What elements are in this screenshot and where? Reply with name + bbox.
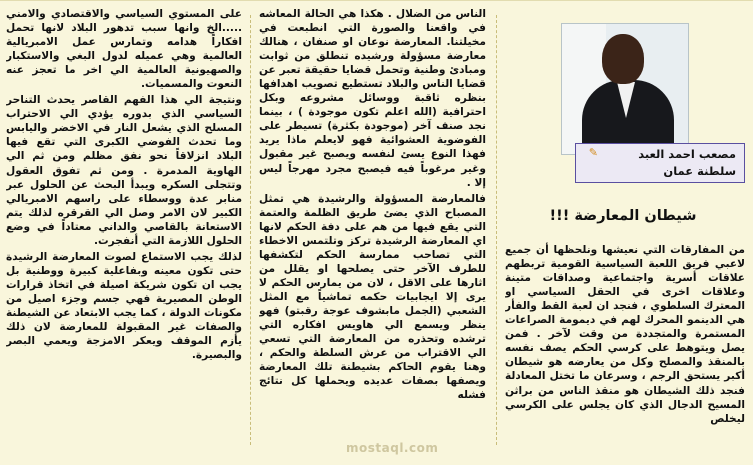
paragraph: ونتيجة الي هذا الفهم القاصر يحدث التناحر السياسي الذي بدوره يؤدي الي الاحتراب المسلح الذي يشعل النار في الاخضر واليابس وما تحدث الفوضي الكبرى التي تقع فيها البلاد انزلاقاً نحو نفق مظلم ومن ثم الي الهاوية المدمرة . ومن ثم تفوق العقول وتتجلى السكره ويبدأ البحث عن الحلول عبر منابر عدة ووسطاء على راسهم الامبريالي الكبير لان الامر وصل الي القرقره لذلك يتم الاستعانة بالقاصي والداني معتاداً في وضع الحلول اللازمة التي أنفجرت. xyxy=(6,94,242,247)
photo-head-shape xyxy=(602,34,644,84)
paragraph: على المستوي السياسي والاقتصادي والامني .....الخ وانها سبب تدهور البلاد لانها تحمل افكاراً هدامه وتمارس عمل الامبريالية العالمية وهي عميله لدول البغي والاستكبار والصهيونية العالمية الي اخر ما تعجز عنه النعوت والمسميات. xyxy=(6,8,242,91)
pencil-icon: ✎ xyxy=(588,146,598,159)
left-column xyxy=(6,7,242,451)
paragraph: لذلك يجب الاستماع لصوت المعارضة الرشيدة حتى تكون معينه وبفاعلية كبيرة ووطنية بل يجب ان تكون شريكة اصيلة في اتخاذ قرارات الوطن المصيرية فهي جسم وجزء اصيل من مكونات الدولة ، كما يجب الابتعاد عن الشيطنة والصفات غير المقبولة للمعارضة لان ذلك يأزم الموقف ويعكر الامزجة ويعمي البصر والبصيرة. xyxy=(6,250,242,362)
right-column xyxy=(505,1,745,451)
column-divider xyxy=(250,15,251,445)
paragraph: من المفارقات التي نعيشها ونلحظها أن جميع لاعبي فريق اللعبة السياسية القومية تربطهم علاقات أسرية واجتماعية وصداقات متينة وعلاقات اخرى في الحقل السياسي او المعترك السلطوي ، فنجد ان لعبة القط والفأر هي الدينمو المحرك لهم في ديمومة الصراعات المستمرة والمتجددة من وقت لآخر . فمن يصل ويتوهط على كرسي الحكم يصف نفسه بالمنقذ والمصلح وكل من يعارضه هو شيطان أكبر يستحق الرجم ، وسرعان ما تختل المعادلة فنجد ذلك الشيطان هو منقذ الناس من براثن المسيح الدجال الذي كان يجلس على الكرسي ليخلص xyxy=(505,244,745,425)
author-photo xyxy=(561,23,689,155)
paragraph: فالمعارضة المسؤولة والرشيدة هي تمثل المصباح الذي يضئ طريق الظلمة والعتمة التي يقع فيها من هم على دفة الحكم لانها اي المعارضة الرشيدة تركز وتلتمس الاخطاء التي تصاحب ممارسة الحكم لتكشفها للطرف الآخر حتى يصلحها او يقلل من اثارها على الاقل ، لان من يمارس الحكم لا يرى إلا ايجابيات حكمه تماشياً مع المثل الشعبي (الجمل مابشوف عوجة رقبتو) فهو ينظر ويسمع الي هاويس افكاره التي ترشده وتحذره من المعارضة التي تسعي الي الاقتراب من عرش السلطة والحكم ، وهنا يقوم الحاكم بشيطنة تلك المعارضة ويصفها بصفات عديده ويحملها كل نتائج فشله xyxy=(259,192,486,402)
article-title: شيطان المعارضة !!! xyxy=(549,208,697,224)
column-divider xyxy=(496,15,497,445)
author-country: سلطنة عمان xyxy=(663,164,736,178)
author-name-card xyxy=(575,143,745,183)
author-name: مصعب احمد العبد xyxy=(638,147,736,161)
middle-column xyxy=(259,7,486,451)
paragraph: الناس من الضلال . هكذا هي الحالة المعاشه في واقعنا والصورة التي انطبعت في مخيلتنا. المعارضة نوعان او صنفان ، هنالك معارضة مسؤولة ورشيده تنطلق من ثوابت ومبادئ وطنية وتحمل قضايا حقيقة تعبر عن قضايا الناس والبلاد تستطيع تصويب اهدافها بنظره ثاقبة ووسائل مشروعه وبكل احترافية (الله اعلم تكون موجودة ) ، بينما نجد صنف آخر (موجودة بكثرة) تسيطر على الفوضوية العشوائية فهو لايعلم ماذا يريد فهذا النوع يسئ لنفسه ويصبح غير مقبول وغير مرغوباً فيه فيصبح مجرد مهرجاً ليس إلا . xyxy=(259,8,486,189)
watermark: mostaql.com xyxy=(346,441,439,455)
